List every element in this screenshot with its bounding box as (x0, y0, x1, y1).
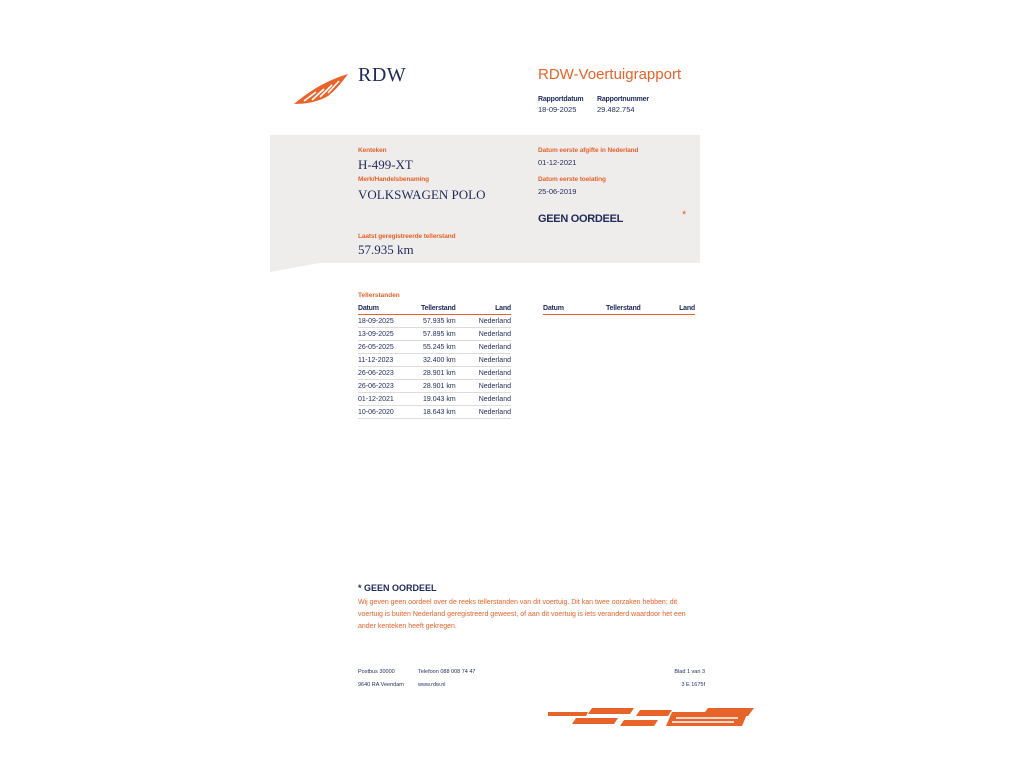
first-admission-value: 25-06-2019 (538, 187, 577, 196)
page-title: RDW-Voertuigrapport (538, 66, 682, 83)
make-value: VOLKSWAGEN POLO (358, 187, 486, 202)
table-row (358, 367, 511, 380)
cell-date: 11-12-2023 (358, 354, 421, 367)
readings-title: Tellerstanden (358, 292, 400, 299)
table-row (358, 406, 511, 419)
column-header-date: Datum (358, 304, 421, 315)
cell-country: Nederland (476, 406, 511, 419)
table-row (358, 315, 511, 328)
report-number-value: 29.482.754 (597, 105, 635, 114)
report-date-block (538, 96, 583, 114)
column-header-odometer: Tellerstand (421, 304, 476, 315)
panel-notch (270, 262, 325, 272)
table-header-row (543, 304, 695, 315)
plate-value: H-499-XT (358, 157, 413, 172)
cell-odometer: 57.935 km (421, 315, 476, 328)
footnote-title: * GEEN OORDEEL (358, 583, 437, 593)
cell-country: Nederland (476, 354, 511, 367)
brand-name: RDW (358, 64, 407, 86)
table-row (358, 393, 511, 406)
cell-date: 01-12-2021 (358, 393, 421, 406)
readings-table-right (543, 304, 695, 315)
rdw-logo-icon (292, 72, 350, 106)
first-nl-label: Datum eerste afgifte in Nederland (538, 147, 639, 154)
cell-country: Nederland (476, 341, 511, 354)
report-number-block (597, 96, 649, 114)
cell-odometer: 32.400 km (421, 354, 476, 367)
first-nl-value: 01-12-2021 (538, 158, 577, 167)
table-header-row (358, 304, 511, 315)
cell-date: 10-06-2020 (358, 406, 421, 419)
cell-odometer: 55.245 km (421, 341, 476, 354)
cell-odometer: 18.643 km (421, 406, 476, 419)
footer-page-number: Blad 1 van 3 (674, 669, 705, 675)
cell-odometer: 57.895 km (421, 328, 476, 341)
cell-country: Nederland (476, 380, 511, 393)
cell-date: 26-06-2023 (358, 367, 421, 380)
report-date-label: Rapportdatum (538, 96, 584, 103)
cell-date: 26-05-2025 (358, 341, 421, 354)
footnote-text: Wij geven geen oordeel over de reeks tellerstanden van dit voertuig. Dit kan twee oorzaken hebben: dit voertuig is buiten Nederland geregistreerd geweest, of aan dit voertuig is iets veranderd waardoor het een ander kenteken heeft gekregen. (358, 599, 686, 630)
column-header-date: Datum (543, 304, 606, 315)
footer-city: 9640 RA Veendam (358, 682, 404, 688)
table-row (358, 380, 511, 393)
footer-code: 3 E 1675f (681, 682, 705, 688)
column-header-odometer: Tellerstand (606, 304, 669, 315)
first-admission-label: Datum eerste toelating (538, 176, 606, 183)
footer-postbus: Postbus 30000 (358, 669, 395, 675)
cell-country: Nederland (476, 328, 511, 341)
decorative-stripes-icon (548, 706, 754, 728)
footer-phone: Telefoon 088 008 74 47 (418, 669, 476, 675)
verdict-footnote-marker: * (682, 209, 687, 221)
cell-odometer: 19.043 km (421, 393, 476, 406)
make-label: Merk/Handelsbenaming (358, 176, 429, 183)
odometer-label: Laatst geregistreerde tellerstand (358, 233, 456, 240)
footer-website: www.rdw.nl (418, 682, 446, 688)
cell-country: Nederland (476, 393, 511, 406)
table-row (358, 354, 511, 367)
table-row (358, 341, 511, 354)
column-header-country: Land (476, 304, 511, 315)
readings-table-left (358, 304, 511, 419)
odometer-value: 57.935 km (358, 242, 414, 257)
cell-date: 18-09-2025 (358, 315, 421, 328)
report-date-value: 18-09-2025 (538, 105, 577, 114)
column-header-country: Land (669, 304, 695, 315)
cell-date: 13-09-2025 (358, 328, 421, 341)
verdict-badge: GEEN OORDEEL (538, 213, 624, 225)
report-number-label: Rapportnummer (597, 96, 649, 103)
cell-date: 26-06-2023 (358, 380, 421, 393)
cell-odometer: 28.901 km (421, 380, 476, 393)
cell-country: Nederland (476, 315, 511, 328)
plate-label: Kenteken (358, 147, 387, 154)
table-row (358, 328, 511, 341)
cell-country: Nederland (476, 367, 511, 380)
cell-odometer: 28.901 km (421, 367, 476, 380)
